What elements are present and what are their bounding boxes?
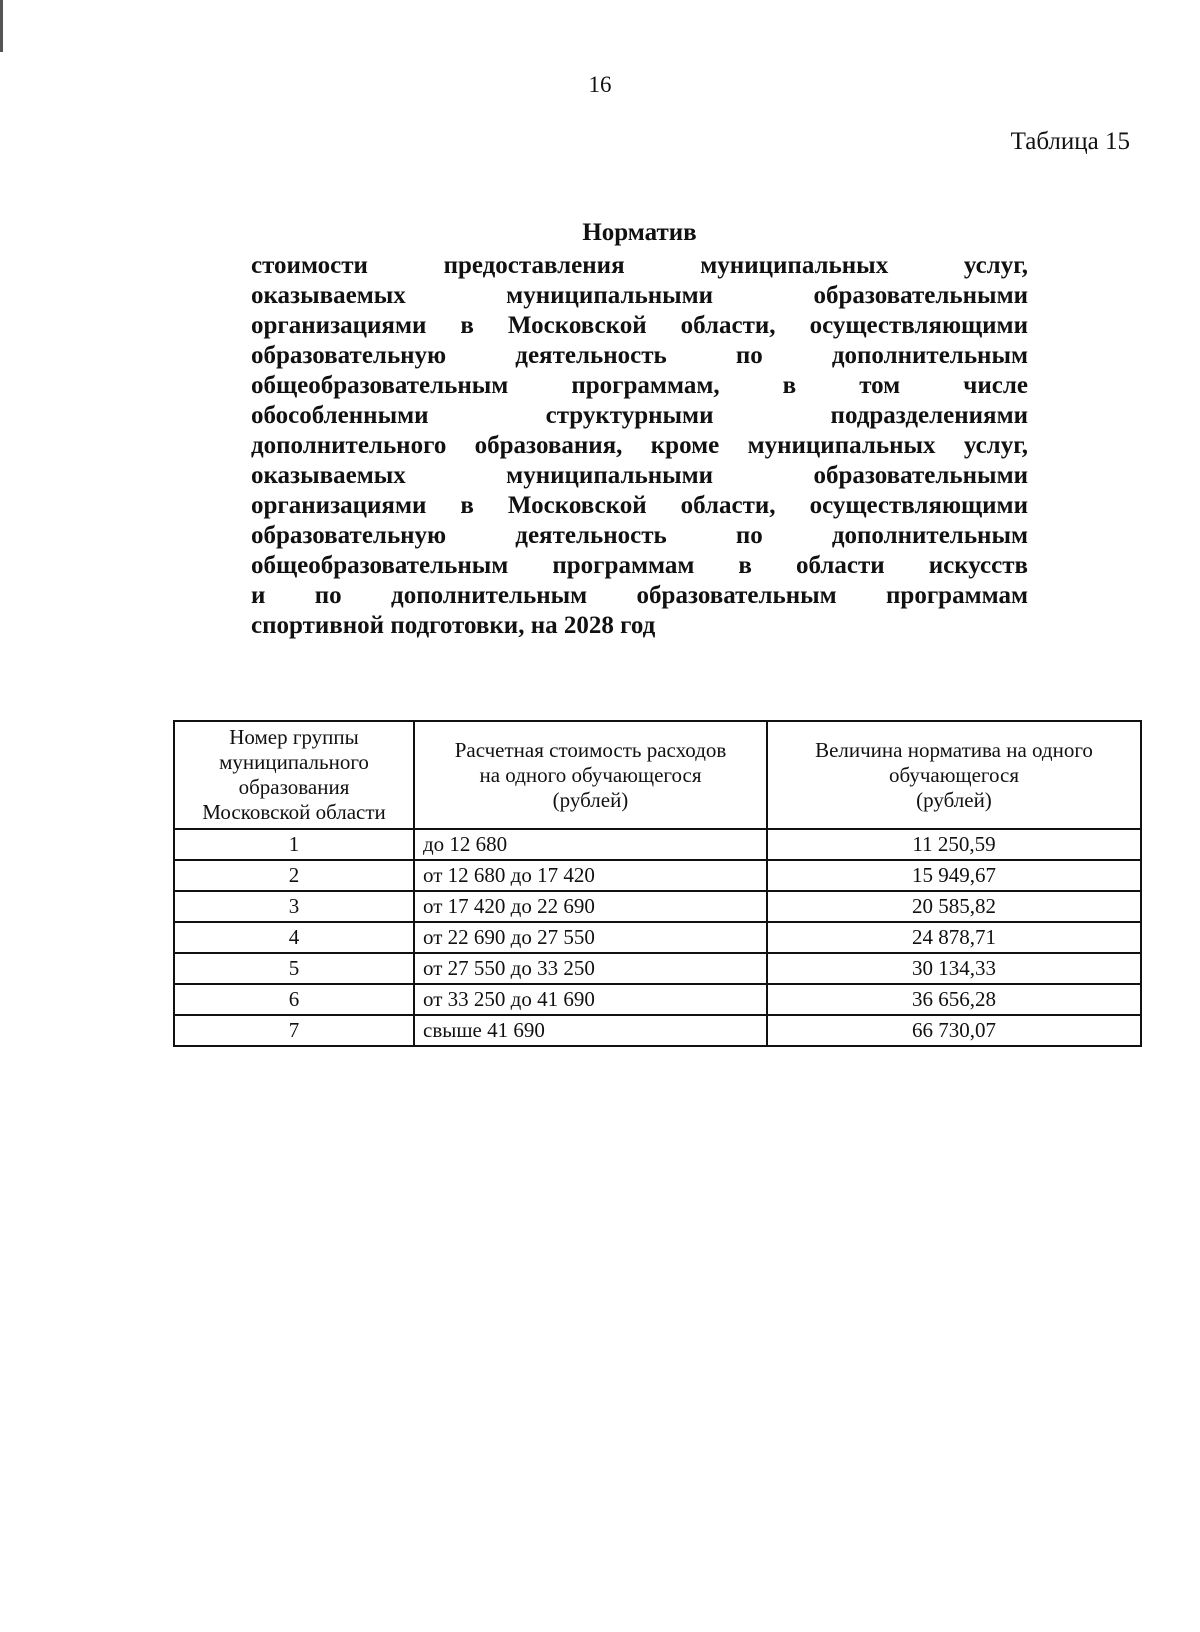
heading-line: общеобразовательным программам, в том числе xyxy=(251,372,1028,399)
heading-line: стоимости предоставления муниципальных услуг, xyxy=(251,252,1028,279)
cell-normative-value: 20 585,82 xyxy=(767,891,1141,922)
heading-line: образовательную деятельность по дополнительным xyxy=(251,342,1028,369)
cell-cost-range: от 22 690 до 27 550 xyxy=(414,922,767,953)
cell-group-number: 5 xyxy=(174,953,414,984)
table-row xyxy=(174,829,1141,860)
header-normative-value xyxy=(767,721,1141,829)
table-row xyxy=(174,984,1141,1015)
cell-cost-range: от 12 680 до 17 420 xyxy=(414,860,767,891)
header-line: образования xyxy=(238,775,350,799)
header-group-number xyxy=(174,721,414,829)
cell-normative-value: 11 250,59 xyxy=(767,829,1141,860)
header-line: Московской области xyxy=(202,800,386,824)
header-line: Расчетная стоимость расходов xyxy=(454,737,727,762)
heading-line: оказываемых муниципальными образовательными xyxy=(251,282,1028,309)
header-line: муниципального xyxy=(219,750,369,774)
cell-cost-range: до 12 680 xyxy=(414,829,767,860)
document-heading xyxy=(251,218,1028,641)
heading-line: и по дополнительным образовательным программам xyxy=(251,582,1028,609)
header-estimated-cost xyxy=(414,721,767,829)
header-line: (рублей) xyxy=(552,787,629,812)
cell-group-number: 4 xyxy=(174,922,414,953)
heading-line: организациями в Московской области, осуществляющими xyxy=(251,312,1028,339)
heading-body xyxy=(251,251,1028,641)
header-line: (рублей) xyxy=(916,787,992,812)
table-row xyxy=(174,953,1141,984)
header-line: Величина норматива на одного xyxy=(815,737,1093,762)
cell-group-number: 1 xyxy=(174,829,414,860)
cell-group-number: 2 xyxy=(174,860,414,891)
page-number: 16 xyxy=(588,72,612,97)
cell-group-number: 7 xyxy=(174,1015,414,1046)
heading-line: организациями в Московской области, осуществляющими xyxy=(251,492,1028,519)
heading-line: общеобразовательным программам в области искусств xyxy=(251,552,1028,579)
cell-cost-range: от 33 250 до 41 690 xyxy=(414,984,767,1015)
header-line: обучающегося xyxy=(888,762,1020,787)
table-row xyxy=(174,1015,1141,1046)
table-label: Таблица 15 xyxy=(1010,128,1130,155)
table-header-row xyxy=(174,721,1141,829)
normative-table xyxy=(173,720,1142,1047)
table-row xyxy=(174,860,1141,891)
table-row xyxy=(174,922,1141,953)
cell-cost-range: свыше 41 690 xyxy=(414,1015,767,1046)
header-line: Номер группы xyxy=(229,725,359,749)
scan-edge-mark xyxy=(0,0,3,52)
heading-line: обособленными структурными подразделениями xyxy=(251,402,1028,429)
cell-cost-range: от 27 550 до 33 250 xyxy=(414,953,767,984)
cell-normative-value: 66 730,07 xyxy=(767,1015,1141,1046)
cell-group-number: 3 xyxy=(174,891,414,922)
cell-cost-range: от 17 420 до 22 690 xyxy=(414,891,767,922)
table-row xyxy=(174,891,1141,922)
heading-line: спортивной подготовки, на 2028 год xyxy=(251,612,656,639)
cell-normative-value: 36 656,28 xyxy=(767,984,1141,1015)
cell-normative-value: 15 949,67 xyxy=(767,860,1141,891)
cell-normative-value: 30 134,33 xyxy=(767,953,1141,984)
cell-group-number: 6 xyxy=(174,984,414,1015)
header-line: на одного обучающегося xyxy=(479,762,702,787)
heading-title: Норматив xyxy=(582,219,697,246)
heading-line: оказываемых муниципальными образовательными xyxy=(251,462,1028,489)
heading-line: дополнительного образования, кроме муниципальных услуг, xyxy=(251,432,1028,459)
heading-line: образовательную деятельность по дополнительным xyxy=(251,522,1028,549)
cell-normative-value: 24 878,71 xyxy=(767,922,1141,953)
